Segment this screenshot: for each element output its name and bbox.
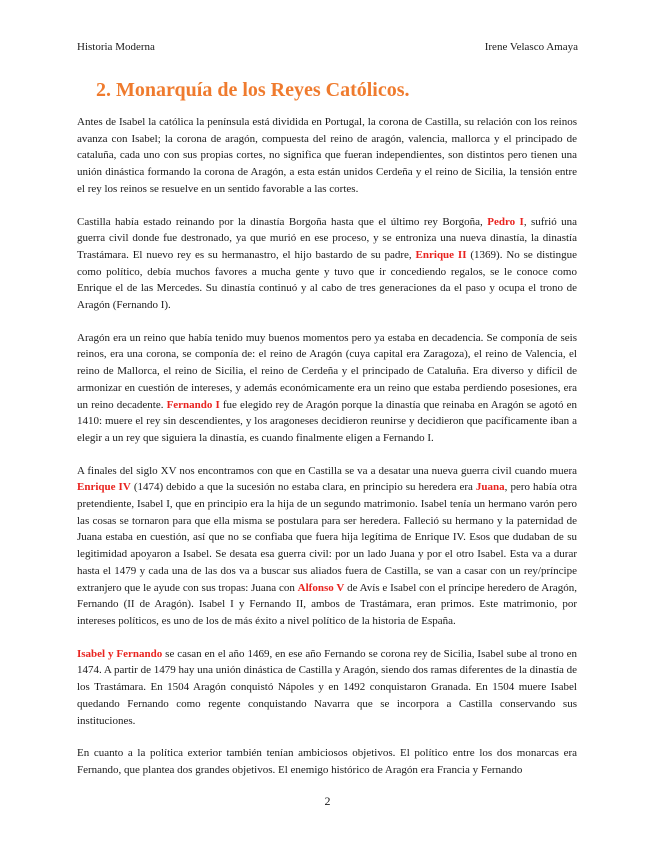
highlighted-name: Alfonso V — [297, 581, 345, 594]
body-paragraph — [77, 214, 577, 314]
header-course: Historia Moderna — [77, 41, 155, 53]
page-header — [77, 40, 578, 54]
paragraph-text: Castilla había estado reinando por la dinastía Borgoña hasta que el último rey Borgoña, — [77, 215, 488, 228]
document-body — [77, 114, 577, 795]
header-author: Irene Velasco Amaya — [484, 41, 578, 53]
body-paragraph — [77, 463, 577, 630]
paragraph-text: , sufrió una guerra civil donde fue destronado, ya que murió en ese proceso, y se entroniza una nueva dinastía, la dinastía Trastámara. El nuevo rey es su hermanastro, el hijo bastardo de su padre, — [77, 215, 578, 261]
paragraph-text: A finales del siglo XV nos encontramos con que en Castilla se va a desatar una nueva guerra civil cuando muera — [77, 464, 577, 477]
highlighted-name: Enrique II — [415, 248, 467, 261]
paragraph-text: En cuanto a la política exterior también tenían ambiciosos objetivos. El político entre los dos monarcas era Fernando, que plantea dos grandes objetivos. El enemigo histórico de Aragón era Francia y Fernando — [77, 747, 577, 776]
paragraph-text: (1369). No se distingue como político, debía muchos favores a mucha gente y tuvo que ir concediendo regalos, se le conoce como Enrique el de las Mercedes. Su dinastía continuó y al cabo de tres generaciones da el paso y ocupa el trono de Aragón (Fernando I). — [77, 248, 577, 312]
section-title-text: Monarquía de los Reyes Católicos. — [116, 79, 410, 101]
paragraph-text: (1474) debido a que la sucesión no estaba clara, en principio su heredera era — [130, 481, 476, 494]
body-paragraph — [77, 114, 577, 198]
paragraph-text: de Avís e Isabel con el príncipe heredero de Aragón, Fernando (II de Aragón). Isabel I y Fernando II, ambos de Trastámara, eran primos. Este matrimonio, por intereses políticos, es uno de los de más éxito a nivel político de la historia de España. — [77, 581, 577, 627]
page-footer — [0, 794, 655, 808]
paragraph-text: Aragón era un reino que había tenido muy buenos momentos pero ya estaba en decadencia. Se componía de seis reinos, era una corona, se componía de: el reino de Aragón (cuya capital era Zaragoza), el reino de Valencia, el reino de Mallorca, el reino de Sicilia, el reino de Cerdeña y el principado de Cataluña. Era diverso y difícil de armonizar en cuestión de intereses, y además económicamente era un reino que estaba perdiendo posesiones, era un reino decadente. — [77, 331, 577, 411]
paragraph-text: fue elegido rey de Aragón porque la dinastía que reinaba en Aragón se agotó en 1410: muere el rey sin descendientes, y los aragoneses decidieron reunirse y decidieron que pacíficamente iban a elegir a un rey que siguiera la dinastía, es cuando finalmente eligen a Fernando I. — [77, 398, 577, 444]
paragraph-text: Antes de Isabel la católica la península está dividida en Portugal, la corona de Castilla, su relación con los reinos avanza con Isabel; la corona de aragón, compuesta del reino de aragón, valencia, mallorca y el principado de cataluña, cada uno con sus propias cortes, no significa que fueran independientes, son distintos pero tienen una unión dinástica formando la corona de Aragón, a esta están unidos Cerdeña y el reino de Sicilia, la tensión entre el rey los reinos se resuelve en un sentido favorable a las cortes. — [77, 116, 577, 195]
highlighted-name: Fernando I — [166, 398, 220, 411]
body-paragraph — [77, 646, 577, 730]
highlighted-name: Juana — [475, 481, 505, 494]
section-number: 2. — [96, 79, 111, 101]
highlighted-name: Pedro I — [487, 215, 524, 228]
body-paragraph — [77, 330, 577, 447]
paragraph-text: se casan en el año 1469, en ese año Fernando se corona rey de Sicilia, Isabel sube al trono en 1474. A partir de 1479 hay una unión dinástica de Castilla y Aragón, siendo dos ramas diferentes de la dinastía de los Trastámara. En 1504 Aragón conquistó Nápoles y en 1492 conquistaron Granada. En 1504 muere Isabel quedando Fernando como regente conquistando Navarra que se incorpora a Castilla conservando sus instituciones. — [77, 647, 577, 727]
body-paragraph — [77, 745, 577, 778]
highlighted-name: Isabel y Fernando — [77, 647, 163, 660]
page-number: 2 — [324, 794, 331, 808]
highlighted-name: Enrique IV — [77, 481, 131, 494]
section-title — [96, 78, 556, 102]
paragraph-text: , pero había otra pretendiente, Isabel I, que en principio era la hija de un segundo matrimonio. Isabel tenía un hermano varón pero las cosas se tornaron para que ella misma se postulara para ser heredera. Falleció su hermano y la paternidad de Juana estaba en cuestión, así que no se confiaba que fuera hija legítima de Enrique IV. Esos que dudaban de su legitimidad apoyaron a Isabel. Se desata esa guerra civil: por un lado Juana y por el otro Isabel. Esta va a durar hasta el 1479 y cada una de las dos va a buscar sus aliados fuera de Castilla, se van a casar con un rey/príncipe extranjero que le ayude con sus tropas: Juana con — [77, 481, 577, 594]
